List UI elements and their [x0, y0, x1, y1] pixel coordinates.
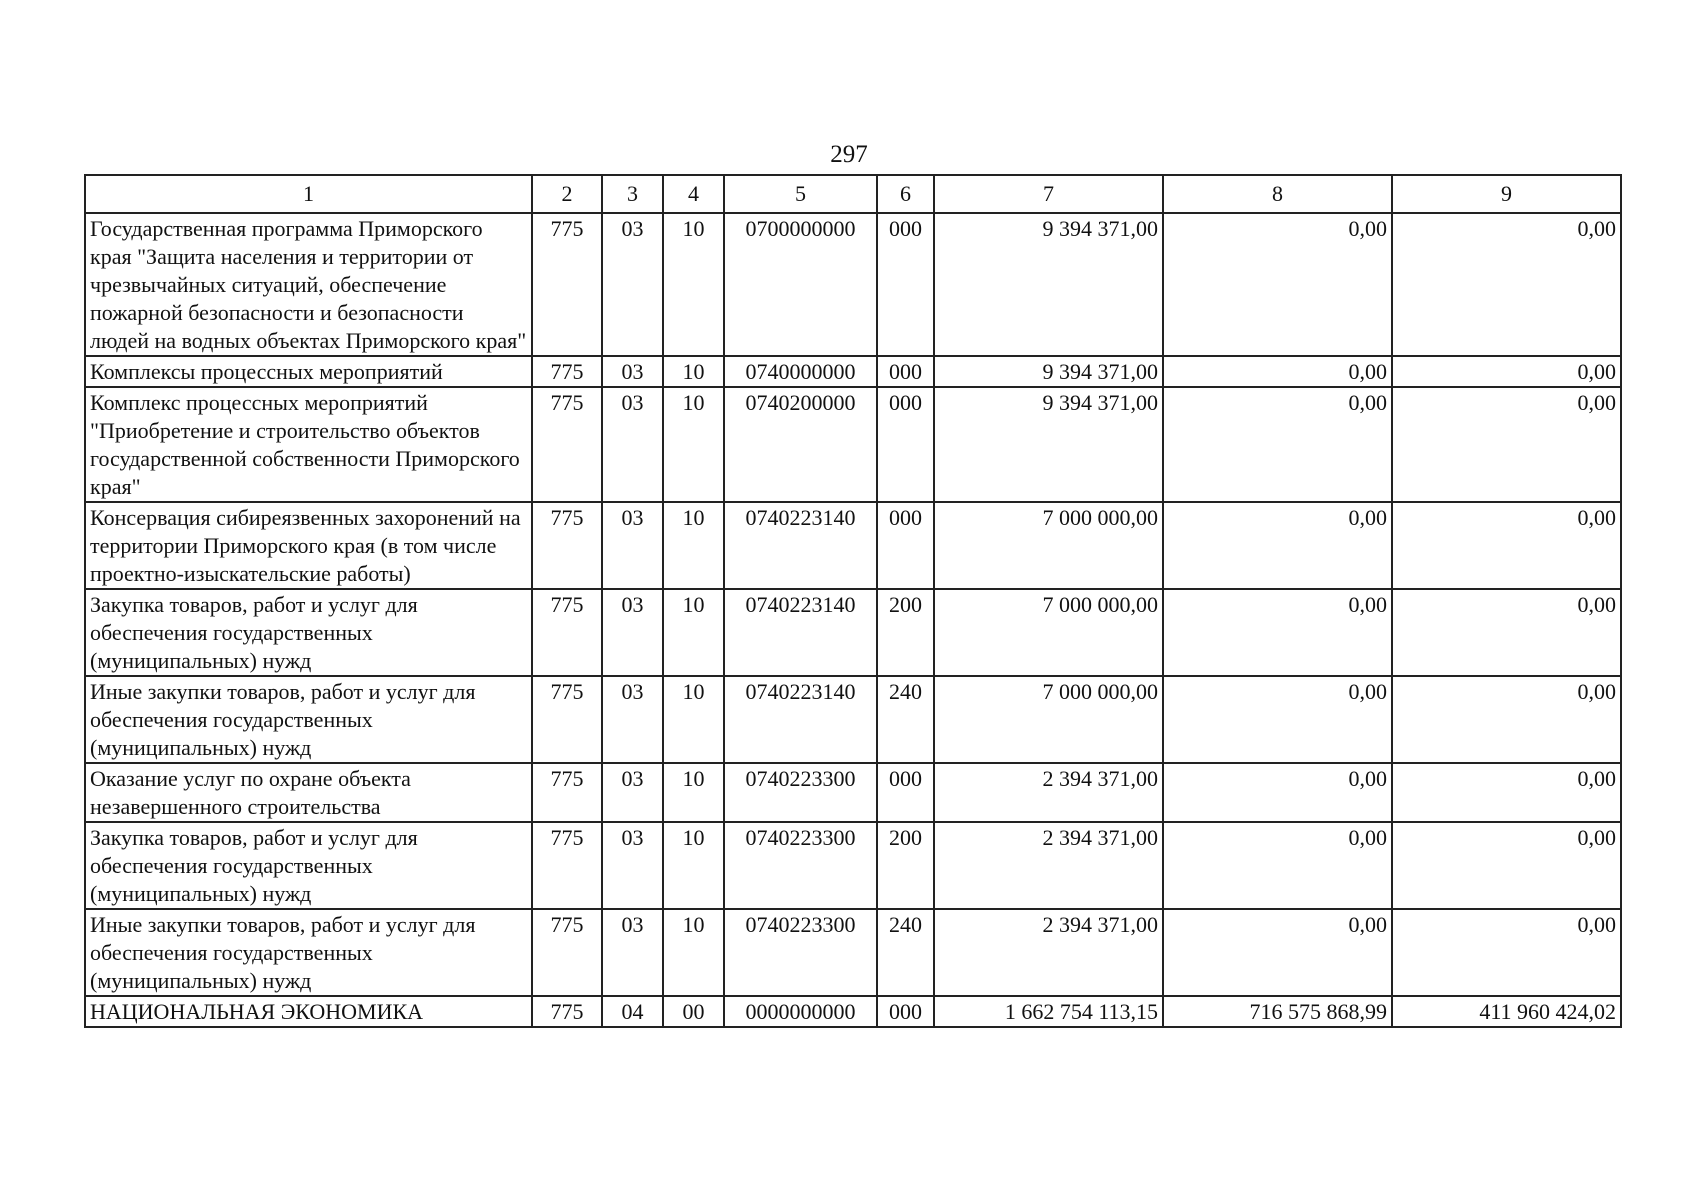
table-row — [85, 213, 1621, 356]
budget-table — [84, 174, 1622, 1028]
column-header: 8 — [1163, 175, 1392, 213]
column-header: 6 — [877, 175, 934, 213]
column-header: 1 — [85, 175, 532, 213]
sum-col8-cell: 0,00 — [1163, 589, 1392, 676]
ved-code-cell: 775 — [532, 213, 602, 356]
column-header: 2 — [532, 175, 602, 213]
ved-code-cell: 775 — [532, 996, 602, 1027]
sum-col7-cell: 9 394 371,00 — [934, 387, 1163, 502]
section-code-cell: 03 — [602, 356, 663, 387]
ved-code-cell: 775 — [532, 822, 602, 909]
target-article-cell: 0740200000 — [724, 387, 877, 502]
subsection-code-cell: 10 — [663, 676, 724, 763]
target-article-cell: 0740223140 — [724, 676, 877, 763]
ved-code-cell: 775 — [532, 676, 602, 763]
row-name-cell: Комплекс процессных мероприятий "Приобретение и строительство объектов государственной собственности Приморского края" — [85, 387, 532, 502]
sum-col7-cell: 2 394 371,00 — [934, 763, 1163, 822]
subsection-code-cell: 10 — [663, 763, 724, 822]
expense-type-cell: 000 — [877, 763, 934, 822]
sum-col7-cell: 9 394 371,00 — [934, 213, 1163, 356]
sum-col7-cell: 2 394 371,00 — [934, 822, 1163, 909]
expense-type-cell: 200 — [877, 822, 934, 909]
row-name-cell: Закупка товаров, работ и услуг для обеспечения государственных (муниципальных) нужд — [85, 822, 532, 909]
column-header: 7 — [934, 175, 1163, 213]
sum-col8-cell: 0,00 — [1163, 502, 1392, 589]
sum-col8-cell: 0,00 — [1163, 676, 1392, 763]
table-row — [85, 589, 1621, 676]
expense-type-cell: 000 — [877, 387, 934, 502]
sum-col8-cell: 716 575 868,99 — [1163, 996, 1392, 1027]
row-name-cell: Иные закупки товаров, работ и услуг для обеспечения государственных (муниципальных) нужд — [85, 676, 532, 763]
sum-col9-cell: 411 960 424,02 — [1392, 996, 1621, 1027]
ved-code-cell: 775 — [532, 502, 602, 589]
subsection-code-cell: 10 — [663, 909, 724, 996]
expense-type-cell: 000 — [877, 502, 934, 589]
target-article-cell: 0740223300 — [724, 909, 877, 996]
sum-col7-cell: 2 394 371,00 — [934, 909, 1163, 996]
sum-col9-cell: 0,00 — [1392, 909, 1621, 996]
target-article-cell: 0740223300 — [724, 822, 877, 909]
sum-col7-cell: 7 000 000,00 — [934, 676, 1163, 763]
sum-col9-cell: 0,00 — [1392, 502, 1621, 589]
sum-col9-cell: 0,00 — [1392, 763, 1621, 822]
ved-code-cell: 775 — [532, 387, 602, 502]
section-code-cell: 03 — [602, 589, 663, 676]
ved-code-cell: 775 — [532, 909, 602, 996]
row-name-cell: НАЦИОНАЛЬНАЯ ЭКОНОМИКА — [85, 996, 532, 1027]
target-article-cell: 0740223300 — [724, 763, 877, 822]
subsection-code-cell: 10 — [663, 387, 724, 502]
target-article-cell: 0000000000 — [724, 996, 877, 1027]
sum-col8-cell: 0,00 — [1163, 822, 1392, 909]
target-article-cell: 0700000000 — [724, 213, 877, 356]
expense-type-cell: 240 — [877, 909, 934, 996]
sum-col8-cell: 0,00 — [1163, 213, 1392, 356]
subsection-code-cell: 00 — [663, 996, 724, 1027]
subsection-code-cell: 10 — [663, 502, 724, 589]
section-code-cell: 03 — [602, 763, 663, 822]
ved-code-cell: 775 — [532, 763, 602, 822]
column-header: 5 — [724, 175, 877, 213]
section-code-cell: 03 — [602, 822, 663, 909]
table-row — [85, 387, 1621, 502]
subsection-code-cell: 10 — [663, 356, 724, 387]
sum-col9-cell: 0,00 — [1392, 589, 1621, 676]
section-code-cell: 03 — [602, 676, 663, 763]
sum-col7-cell: 1 662 754 113,15 — [934, 996, 1163, 1027]
row-name-cell: Консервация сибиреязвенных захоронений на территории Приморского края (в том числе проектно-изыскательские работы) — [85, 502, 532, 589]
column-header: 9 — [1392, 175, 1621, 213]
section-code-cell: 04 — [602, 996, 663, 1027]
expense-type-cell: 000 — [877, 996, 934, 1027]
row-name-cell: Комплексы процессных мероприятий — [85, 356, 532, 387]
sum-col9-cell: 0,00 — [1392, 213, 1621, 356]
sum-col8-cell: 0,00 — [1163, 356, 1392, 387]
expense-type-cell: 240 — [877, 676, 934, 763]
sum-col9-cell: 0,00 — [1392, 356, 1621, 387]
row-name-cell: Оказание услуг по охране объекта незавершенного строительства — [85, 763, 532, 822]
header-row — [85, 175, 1621, 213]
table-row — [85, 502, 1621, 589]
page-number: 297 — [830, 141, 868, 168]
section-code-cell: 03 — [602, 387, 663, 502]
expense-type-cell: 200 — [877, 589, 934, 676]
table-row — [85, 356, 1621, 387]
sum-col8-cell: 0,00 — [1163, 909, 1392, 996]
subsection-code-cell: 10 — [663, 213, 724, 356]
section-code-cell: 03 — [602, 213, 663, 356]
target-article-cell: 0740000000 — [724, 356, 877, 387]
section-code-cell: 03 — [602, 909, 663, 996]
target-article-cell: 0740223140 — [724, 589, 877, 676]
column-header: 4 — [663, 175, 724, 213]
section-code-cell: 03 — [602, 502, 663, 589]
subsection-code-cell: 10 — [663, 822, 724, 909]
row-name-cell: Иные закупки товаров, работ и услуг для обеспечения государственных (муниципальных) нужд — [85, 909, 532, 996]
table-row — [85, 909, 1621, 996]
subsection-code-cell: 10 — [663, 589, 724, 676]
sum-col8-cell: 0,00 — [1163, 763, 1392, 822]
sum-col9-cell: 0,00 — [1392, 676, 1621, 763]
expense-type-cell: 000 — [877, 356, 934, 387]
sum-col8-cell: 0,00 — [1163, 387, 1392, 502]
sum-col7-cell: 9 394 371,00 — [934, 356, 1163, 387]
ved-code-cell: 775 — [532, 589, 602, 676]
sum-col7-cell: 7 000 000,00 — [934, 589, 1163, 676]
table-row — [85, 822, 1621, 909]
sum-col7-cell: 7 000 000,00 — [934, 502, 1163, 589]
table-row — [85, 996, 1621, 1027]
column-header: 3 — [602, 175, 663, 213]
table-row — [85, 676, 1621, 763]
expense-type-cell: 000 — [877, 213, 934, 356]
target-article-cell: 0740223140 — [724, 502, 877, 589]
row-name-cell: Государственная программа Приморского края "Защита населения и территории от чрезвычайных ситуаций, обеспечение пожарной безопасности и безопасности людей на водных объектах Приморского края" — [85, 213, 532, 356]
sum-col9-cell: 0,00 — [1392, 822, 1621, 909]
table-row — [85, 763, 1621, 822]
sum-col9-cell: 0,00 — [1392, 387, 1621, 502]
row-name-cell: Закупка товаров, работ и услуг для обеспечения государственных (муниципальных) нужд — [85, 589, 532, 676]
ved-code-cell: 775 — [532, 356, 602, 387]
